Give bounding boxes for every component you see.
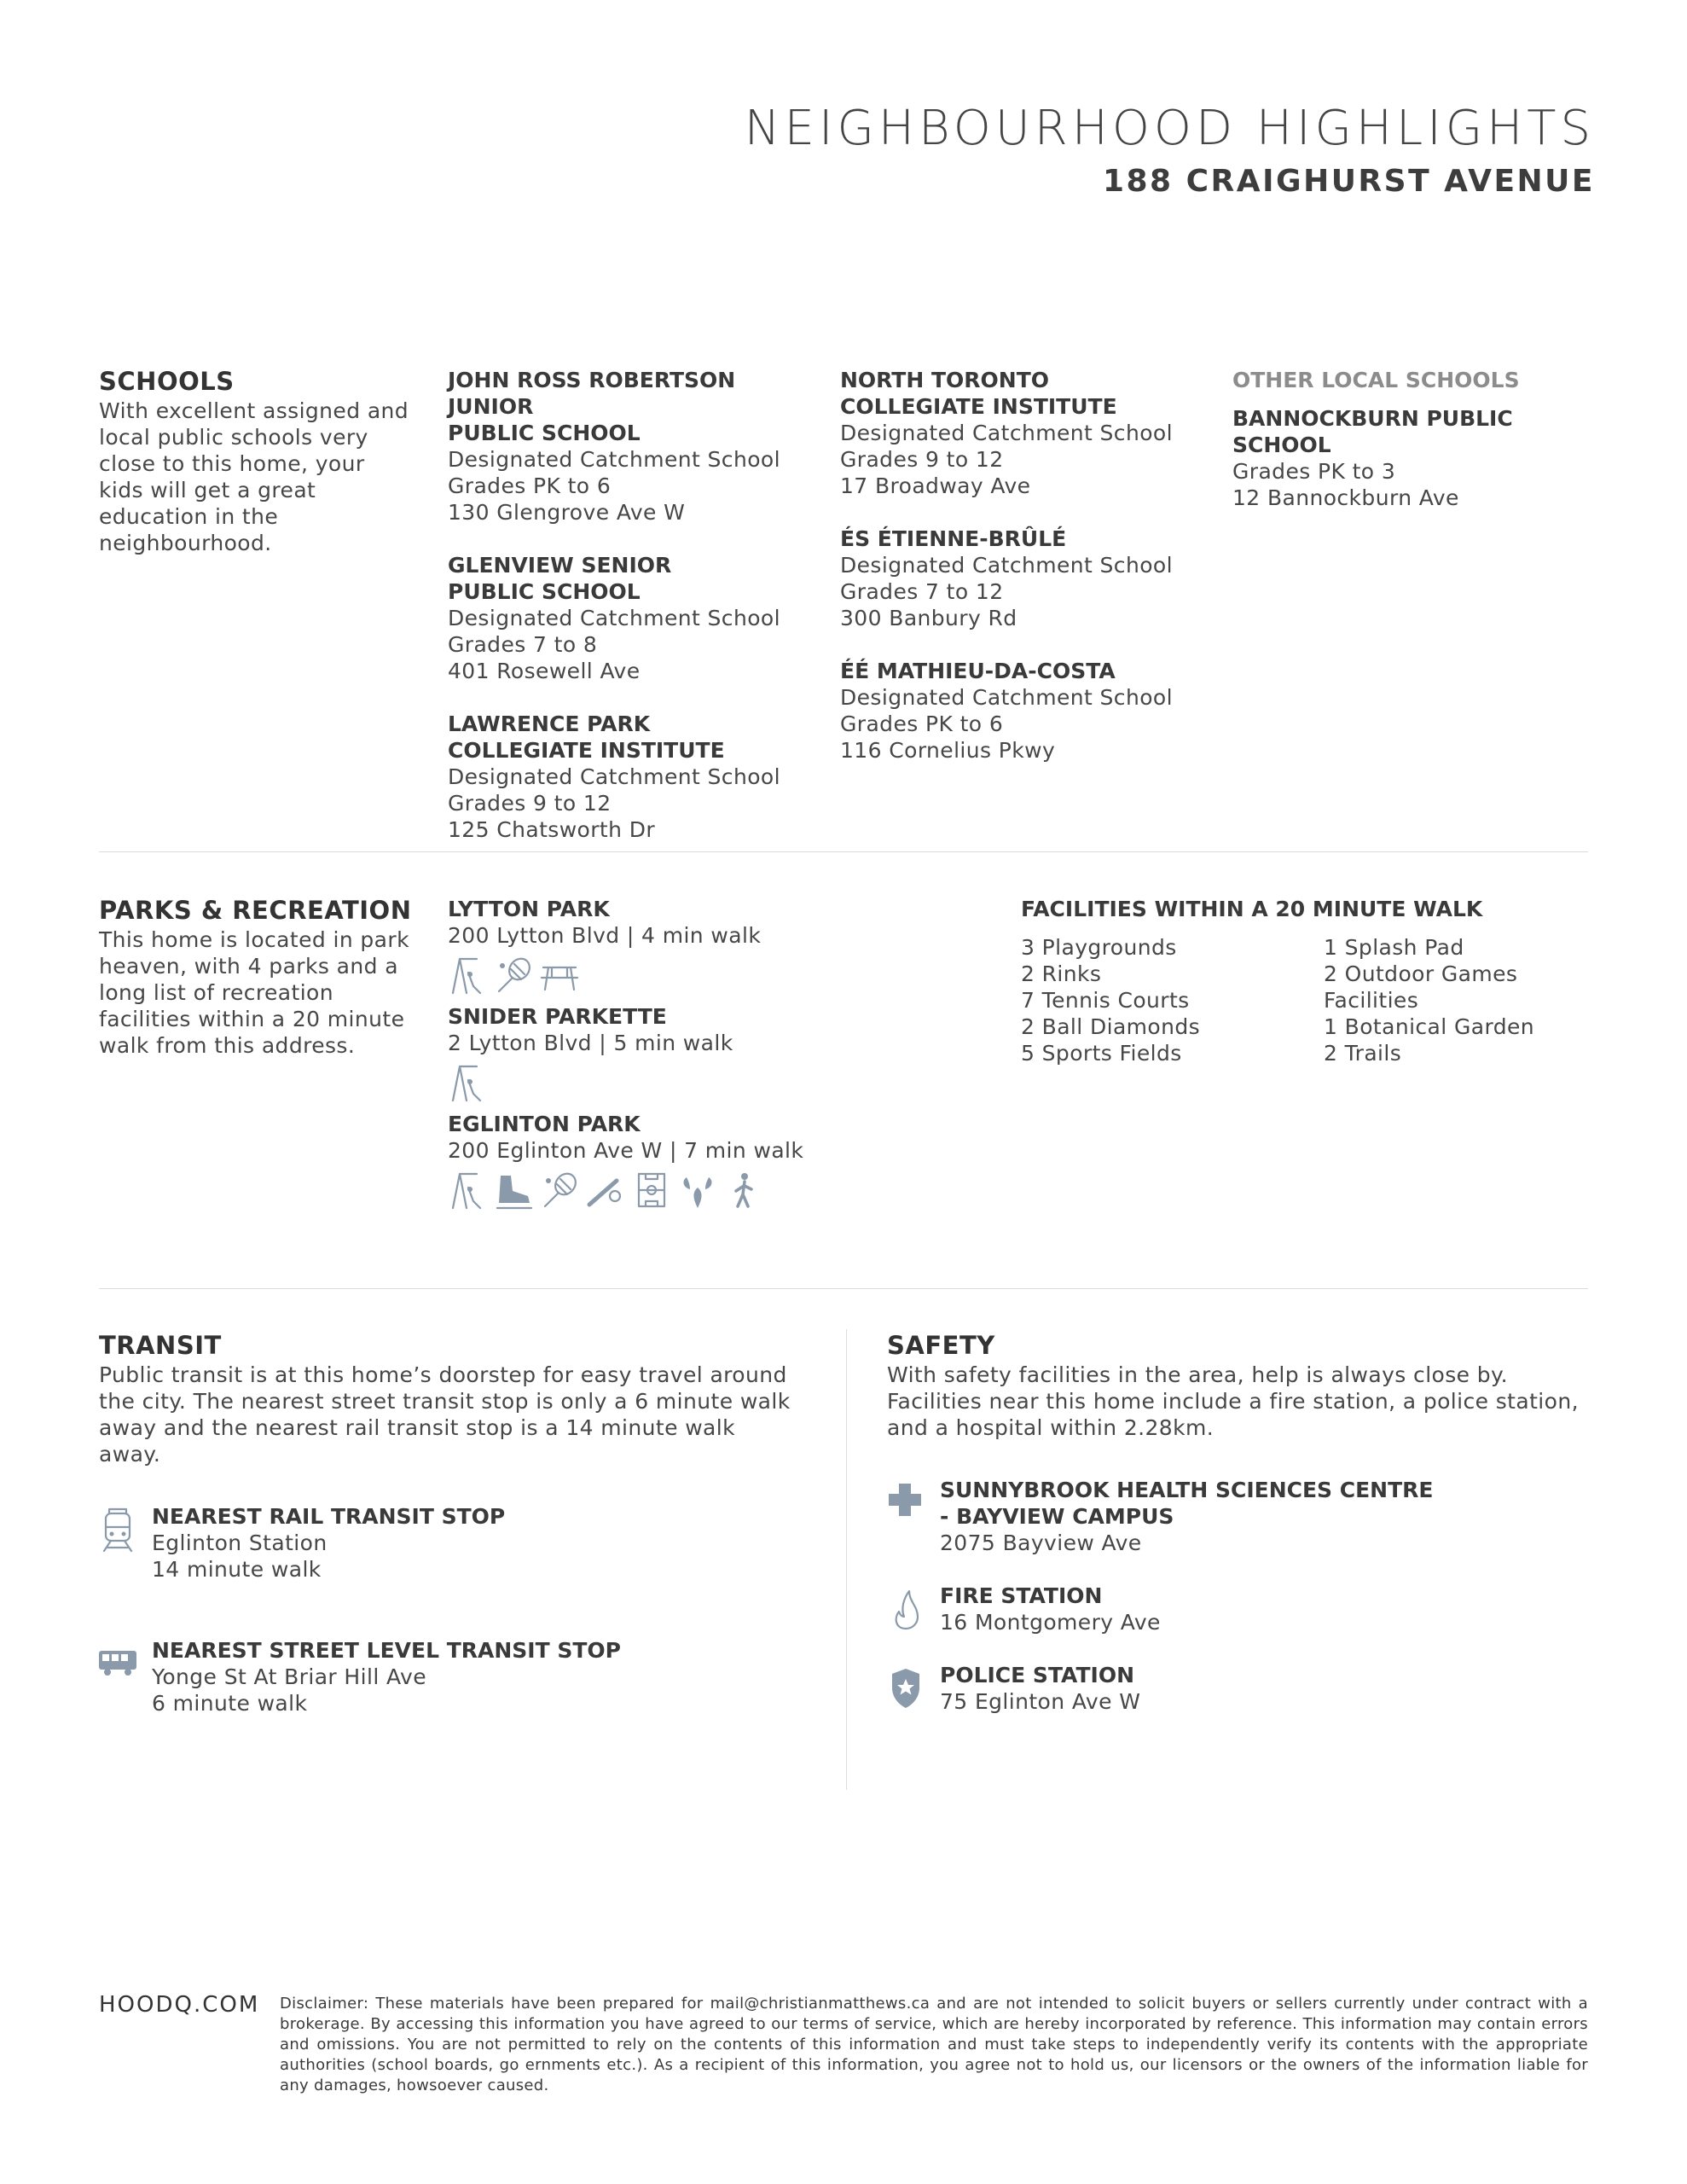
- trail-icon: [724, 1170, 763, 1210]
- school-address: 401 Rosewell Ave: [448, 659, 641, 683]
- facility-item: 2 Trails: [1324, 1041, 1402, 1066]
- park-name: EGLINTON PARK: [448, 1112, 641, 1136]
- safety-description: With safety facilities in the area, help is always close by. Facilities near this home include a fire station, a police station, and a hospital within 2.28km.: [887, 1362, 1579, 1440]
- school-name: JOHN ROSS ROBERTSON JUNIOR: [448, 368, 736, 419]
- police-station-entry: [887, 1662, 1595, 1715]
- school-type: Designated Catchment School: [448, 447, 780, 472]
- facility-item: Facilities: [1324, 988, 1419, 1013]
- tennis-icon: [540, 1170, 579, 1210]
- facility-item: 2 Rinks: [1021, 961, 1102, 986]
- school-name: NORTH TORONTO: [840, 368, 1050, 392]
- fire-station-address: 16 Montgomery Ave: [940, 1610, 1161, 1635]
- school-grades: Grades 9 to 12: [840, 447, 1004, 472]
- playground-icon: [448, 1063, 487, 1102]
- school-type: Designated Catchment School: [448, 764, 780, 789]
- park-entry: [448, 1003, 874, 1102]
- school-name: LAWRENCE PARK: [448, 712, 651, 736]
- divider: [99, 851, 1588, 852]
- bus-icon: [97, 1641, 138, 1687]
- school-entry: [840, 367, 1207, 499]
- facility-item: 1 Splash Pad: [1324, 935, 1464, 960]
- school-entry: [840, 526, 1207, 631]
- park-name: SNIDER PARKETTE: [448, 1004, 667, 1029]
- facilities-list-2: [1324, 934, 1534, 1066]
- splash-pad-icon: [678, 1170, 717, 1210]
- schools-column-2: [840, 367, 1207, 790]
- school-type: Designated Catchment School: [840, 685, 1173, 710]
- parks-description: This home is located in park heaven, with 4 parks and a long list of recreation facilities within a 20 minute walk from this address.: [99, 927, 409, 1058]
- schools-intro: [99, 367, 415, 556]
- safety-title: SAFETY: [887, 1331, 995, 1360]
- school-name: ÉÉ MATHIEU-DA-COSTA: [840, 659, 1116, 683]
- street-stop-name: Yonge St At Briar Hill Ave: [152, 1664, 427, 1689]
- school-address: 130 Glengrove Ave W: [448, 500, 686, 525]
- facility-item: 5 Sports Fields: [1021, 1041, 1182, 1066]
- schools-title: SCHOOLS: [99, 367, 235, 396]
- school-grades: Grades PK to 3: [1232, 459, 1396, 484]
- facilities-panel: [1021, 896, 1601, 1066]
- schools-column-1: [448, 367, 823, 869]
- school-grades: Grades PK to 6: [840, 712, 1004, 736]
- rail-transit-entry: [99, 1503, 798, 1583]
- rail-transit-label: NEAREST RAIL TRANSIT STOP: [152, 1504, 506, 1529]
- school-entry: [448, 711, 823, 843]
- facility-item: 7 Tennis Courts: [1021, 988, 1190, 1013]
- rail-station-name: Eglinton Station: [152, 1531, 328, 1555]
- school-name: PUBLIC SCHOOL: [448, 579, 641, 604]
- police-badge-icon: [887, 1665, 925, 1711]
- facilities-list-1: [1021, 934, 1324, 1066]
- school-name: COLLEGIATE INSTITUTE: [840, 394, 1117, 419]
- hospital-name: SUNNYBROOK HEALTH SCIENCES CENTRE: [940, 1478, 1434, 1502]
- divider: [99, 1288, 1588, 1289]
- medical-cross-icon: [887, 1480, 925, 1526]
- school-name: COLLEGIATE INSTITUTE: [448, 738, 725, 763]
- school-name: ÉS ÉTIENNE-BRÛLÉ: [840, 526, 1067, 551]
- street-transit-label: NEAREST STREET LEVEL TRANSIT STOP: [152, 1638, 621, 1663]
- street-walk-time: 6 minute walk: [152, 1691, 308, 1716]
- sports-field-icon: [632, 1170, 671, 1210]
- park-amenity-icons: [448, 1170, 874, 1210]
- school-type: Designated Catchment School: [840, 421, 1173, 445]
- park-entry: [448, 1111, 874, 1210]
- facility-item: 2 Outdoor Games: [1324, 961, 1518, 986]
- rail-walk-time: 14 minute walk: [152, 1557, 322, 1582]
- school-address: 17 Broadway Ave: [840, 473, 1031, 498]
- school-name: GLENVIEW SENIOR: [448, 553, 672, 578]
- park-detail: 2 Lytton Blvd | 5 min walk: [448, 1031, 733, 1055]
- fire-station-entry: [887, 1583, 1595, 1635]
- page-title: NEIGHBOURHOOD HIGHLIGHTS: [744, 101, 1595, 156]
- park-detail: 200 Eglinton Ave W | 7 min walk: [448, 1138, 804, 1163]
- street-transit-entry: [99, 1637, 798, 1716]
- school-name: PUBLIC SCHOOL: [448, 421, 641, 445]
- other-schools-label: OTHER LOCAL SCHOOLS: [1232, 368, 1520, 392]
- parks-intro: [99, 896, 415, 1059]
- transit-title: TRANSIT: [99, 1331, 222, 1360]
- school-address: 300 Banbury Rd: [840, 606, 1017, 630]
- transit-description: Public transit is at this home’s doorstep for easy travel around the city. The nearest street transit stop is only a 6 minute walk away and the nearest rail transit stop is a 14 minute walk away.: [99, 1362, 791, 1467]
- hospital-entry: [887, 1477, 1595, 1556]
- parks-list: [448, 896, 874, 1218]
- skate-icon: [494, 1170, 533, 1210]
- facility-item: 2 Ball Diamonds: [1021, 1014, 1201, 1039]
- playground-icon: [448, 1170, 487, 1210]
- tennis-icon: [494, 956, 533, 995]
- parks-title: PARKS & RECREATION: [99, 896, 412, 925]
- facilities-title: FACILITIES WITHIN A 20 MINUTE WALK: [1021, 897, 1483, 921]
- school-grades: Grades 7 to 12: [840, 579, 1004, 604]
- fire-station-label: FIRE STATION: [940, 1583, 1103, 1608]
- school-entry: [448, 367, 823, 526]
- flame-icon: [887, 1586, 925, 1632]
- school-address: 125 Chatsworth Dr: [448, 817, 656, 842]
- site-logo[interactable]: HOODQ.COM: [99, 1992, 260, 2018]
- playground-icon: [448, 956, 487, 995]
- facility-item: 1 Botanical Garden: [1324, 1014, 1534, 1039]
- other-schools: [1232, 367, 1599, 511]
- hospital-address: 2075 Bayview Ave: [940, 1531, 1142, 1555]
- school-grades: Grades PK to 6: [448, 473, 612, 498]
- school-entry: [448, 552, 823, 684]
- school-name: BANNOCKBURN PUBLIC SCHOOL: [1232, 406, 1513, 457]
- school-grades: Grades 9 to 12: [448, 791, 612, 816]
- school-entry: [840, 658, 1207, 764]
- facility-item: 3 Playgrounds: [1021, 935, 1177, 960]
- park-amenity-icons: [448, 1063, 874, 1102]
- park-detail: 200 Lytton Blvd | 4 min walk: [448, 923, 762, 948]
- property-address: 188 CRAIGHURST AVENUE: [1102, 164, 1595, 199]
- police-station-label: POLICE STATION: [940, 1663, 1134, 1687]
- picnic-table-icon: [540, 956, 579, 995]
- train-icon: [99, 1507, 136, 1553]
- school-type: Designated Catchment School: [448, 606, 780, 630]
- disclaimer: Disclaimer: These materials have been prepared for mail@christianmatthews.ca and are not intended to solicit buyers or sellers currently under contract with a brokerage. By accessing this information you have agreed to our terms of service, which are hereby incorporated by reference. This information may contain errors and omissions. You are not permitted to rely on the contents of this information and must take steps to independently verify its contents with the appropriate authorities (school boards, go ernments etc.). As a recipient of this information, you agree not to hold us, our licensors or the owners of the information liable for any damages, howsoever caused.: [280, 1995, 1588, 2094]
- park-amenity-icons: [448, 956, 874, 995]
- hospital-name: - BAYVIEW CAMPUS: [940, 1504, 1174, 1529]
- police-station-address: 75 Eglinton Ave W: [940, 1689, 1141, 1714]
- school-grades: Grades 7 to 8: [448, 632, 598, 657]
- park-name: LYTTON PARK: [448, 897, 610, 921]
- park-entry: [448, 896, 874, 995]
- schools-description: With excellent assigned and local public schools very close to this home, your kids will get a great education in the neighbourhood.: [99, 398, 409, 555]
- transit-section: [99, 1331, 798, 1716]
- column-divider: [846, 1329, 847, 1790]
- baseball-icon: [586, 1170, 625, 1210]
- school-type: Designated Catchment School: [840, 553, 1173, 578]
- safety-section: [887, 1331, 1595, 1715]
- school-address: 116 Cornelius Pkwy: [840, 738, 1056, 763]
- school-address: 12 Bannockburn Ave: [1232, 485, 1459, 510]
